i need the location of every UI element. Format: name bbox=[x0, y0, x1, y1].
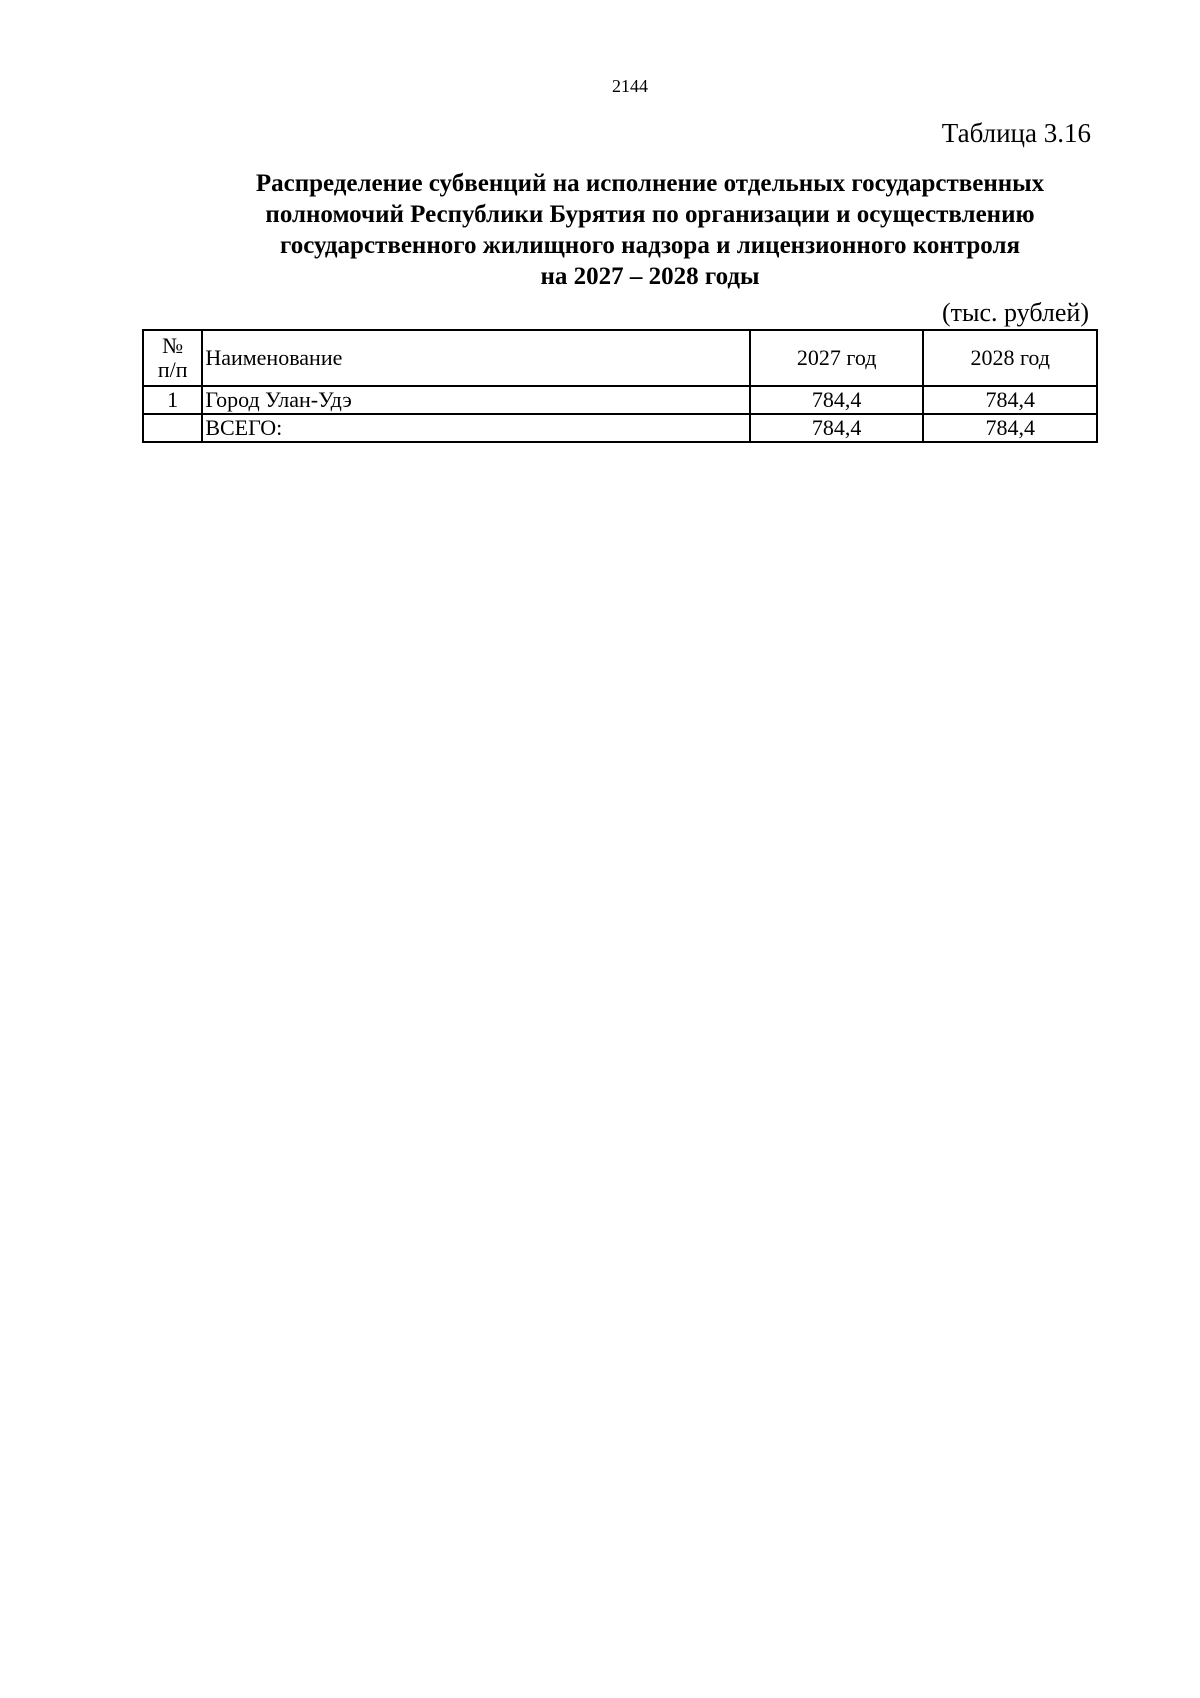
title-line: Распределение субвенций на исполнение отдельных государственных bbox=[255, 170, 1045, 197]
title-line: государственного жилищного надзора и лицензионного контроля bbox=[279, 232, 1020, 259]
header-number-line1: № bbox=[162, 333, 184, 358]
subvention-table bbox=[142, 329, 1098, 443]
cell-name: ВСЕГО: bbox=[202, 414, 750, 442]
cell-2027: 784,4 bbox=[750, 386, 924, 414]
header-2027: 2027 год bbox=[750, 330, 924, 386]
cell-name: Город Улан-Удэ bbox=[202, 386, 750, 414]
cell-number bbox=[143, 414, 202, 442]
units-note: (тыс. рублей) bbox=[941, 298, 1089, 327]
header-2028: 2028 год bbox=[923, 330, 1097, 386]
title-line: на 2027 – 2028 годы bbox=[540, 263, 760, 290]
title-line: полномочий Республики Бурятия по организации и осуществлению bbox=[265, 201, 1035, 228]
document-title bbox=[170, 168, 1130, 292]
table-row-total bbox=[143, 414, 1097, 442]
cell-2028: 784,4 bbox=[923, 386, 1097, 414]
cell-2028: 784,4 bbox=[923, 414, 1097, 442]
cell-2027: 784,4 bbox=[750, 414, 924, 442]
header-number bbox=[143, 330, 202, 386]
header-name: Наименование bbox=[202, 330, 750, 386]
table-row bbox=[143, 386, 1097, 414]
page-number: 2144 bbox=[612, 76, 648, 96]
table-label: Таблица 3.16 bbox=[941, 118, 1091, 148]
table-header-row bbox=[143, 330, 1097, 386]
cell-number: 1 bbox=[143, 386, 202, 414]
header-number-line2: п/п bbox=[157, 357, 188, 382]
